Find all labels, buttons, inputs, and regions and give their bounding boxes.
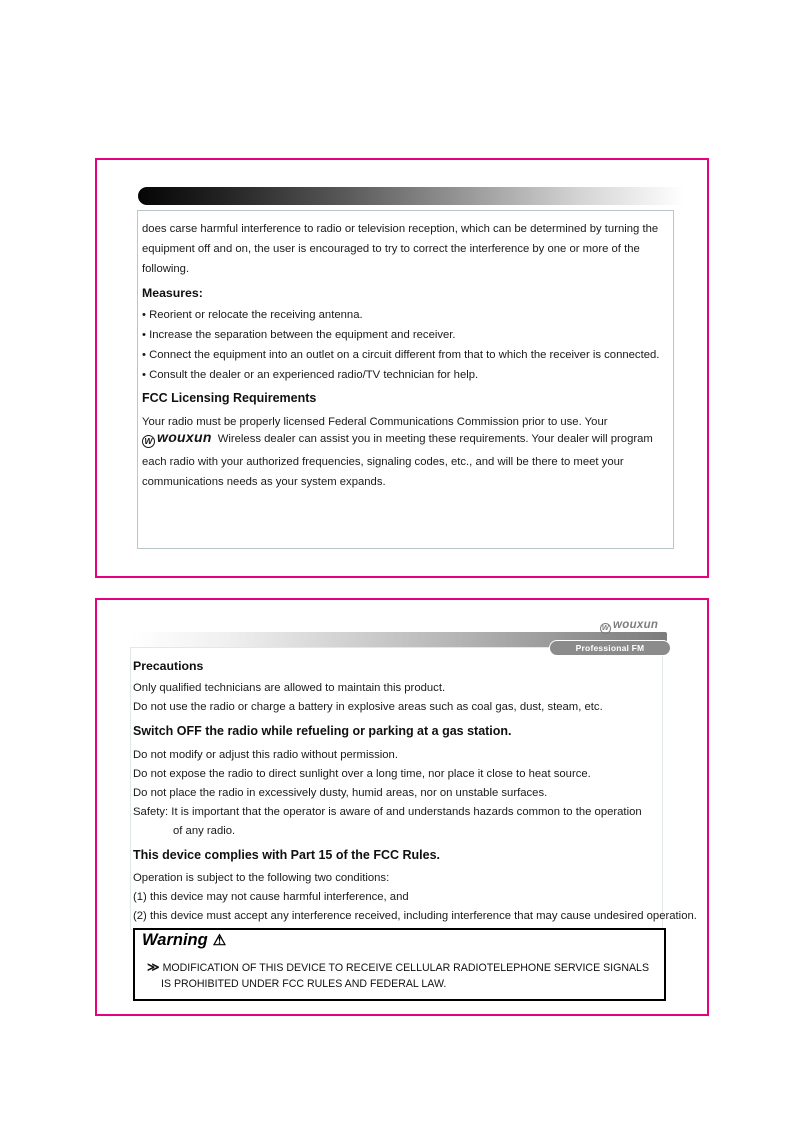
text-line: does carse harmful interference to radio or television reception, which can be determined by turning the: [142, 223, 659, 235]
text-line: Do not use the radio or charge a battery in explosive areas such as coal gas, dust, steam, etc.: [133, 701, 603, 713]
wouxun-logo-mark-icon: W: [601, 623, 610, 632]
precautions-heading: Precautions: [133, 659, 204, 673]
text-line: Do not place the radio in excessively dusty, humid areas, nor on unstable surfaces.: [133, 787, 548, 799]
switch-off-heading: Switch OFF the radio while refueling or parking at a gas station.: [133, 724, 512, 738]
wouxun-logo: [600, 619, 658, 634]
bullet-item: • Reorient or relocate the receiving antenna.: [142, 309, 363, 321]
text-line: Operation is subject to the following two conditions:: [133, 872, 390, 884]
bullet-item: • Increase the separation between the equipment and receiver.: [142, 329, 456, 341]
wouxun-logo: [142, 429, 212, 445]
text-line: Wireless dealer can assist you in meeting these requirements. Your dealer will program: [217, 433, 653, 445]
fcc-dealer-line: [142, 429, 653, 448]
page-1-panel: [95, 158, 709, 578]
text-line: equipment off and on, the user is encouraged to try to correct the interference by one or more of the: [142, 243, 640, 255]
text-line: each radio with your authorized frequencies, signaling codes, etc., and will be there to meet your: [142, 456, 624, 468]
text-line: of any radio.: [173, 825, 236, 837]
text-line: Do not expose the radio to direct sunlight over a long time, nor place it close to heat source.: [133, 768, 591, 780]
double-chevron-icon: ≫: [147, 960, 160, 974]
fcc-licensing-heading: FCC Licensing Requirements: [142, 391, 317, 405]
warning-triangle-icon: ⚠: [212, 932, 227, 949]
text-line: (1) this device may not cause harmful interference, and: [133, 891, 409, 903]
professional-fm-transceiver-badge: Professional FM Transceiver: [549, 640, 671, 656]
text-line: Do not modify or adjust this radio without permission.: [133, 749, 398, 761]
header-gradient-bar: [138, 187, 707, 205]
text-line: Safety: It is important that the operator is aware of and understands hazards common to the operation: [133, 806, 642, 818]
bullet-item: • Consult the dealer or an experienced radio/TV technician for help.: [142, 369, 479, 381]
text-line: Only qualified technicians are allowed to maintain this product.: [133, 682, 446, 694]
part15-heading: This device complies with Part 15 of the FCC Rules.: [133, 848, 441, 862]
wouxun-logo-text: wouxun: [157, 429, 212, 445]
warning-text-line: [147, 960, 649, 974]
warning-title: [142, 931, 226, 950]
text-line: following.: [142, 263, 190, 275]
text-line: (2) this device must accept any interference received, including interference that may cause undesired operation.: [133, 910, 697, 922]
warning-text-line: IS PROHIBITED UNDER FCC RULES AND FEDERAL LAW.: [161, 978, 447, 990]
text-line: Your radio must be properly licensed Federal Communications Commission prior to use. Your: [142, 416, 608, 428]
bullet-item: • Connect the equipment into an outlet on a circuit different from that to which the receiver is connected.: [142, 349, 660, 361]
wouxun-logo-mark-icon: W: [142, 435, 155, 448]
wouxun-logo-text: wouxun: [613, 619, 659, 631]
warning-text: MODIFICATION OF THIS DEVICE TO RECEIVE CELLULAR RADIOTELEPHONE SERVICE SIGNALS: [162, 962, 650, 974]
page-2-panel: [95, 598, 709, 1016]
warning-box: [133, 928, 666, 1001]
text-line: communications needs as your system expands.: [142, 476, 386, 488]
measures-heading: Measures:: [142, 286, 203, 300]
warning-title-text: Warning: [142, 931, 208, 949]
